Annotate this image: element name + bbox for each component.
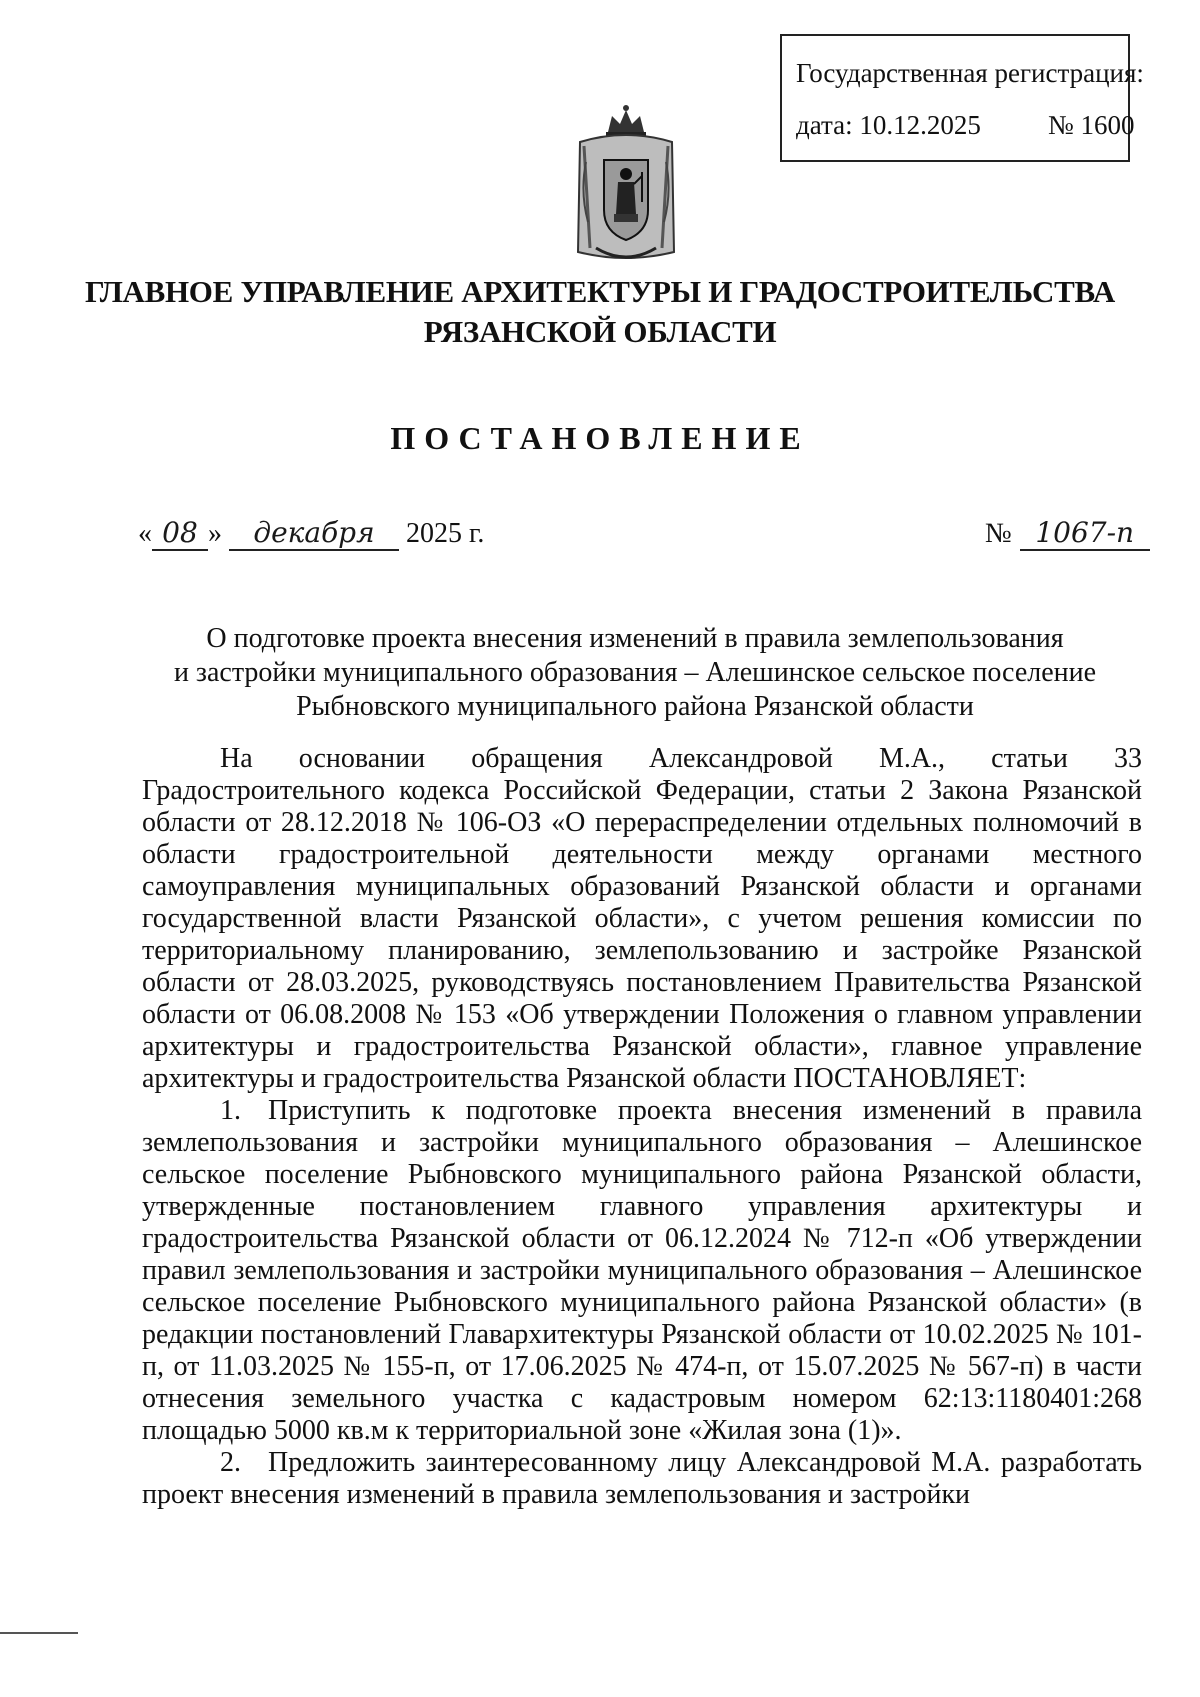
document-type-heading: ПОСТАНОВЛЕНИЕ — [390, 420, 810, 456]
date-close-quote: » — [208, 518, 222, 549]
organization-title — [80, 272, 1120, 352]
preamble-paragraph: На основании обращения Александровой М.А., статьи 33 Градостроительного кодекса Российской Федерации, статьи 2 Закона Рязанской области от 28.12.2018 № 106-ОЗ «О перераспределении отдельных полномочий в области градостроительной деятельности между органами местного самоуправления муниципальных образований Рязанской области и органами государственной власти Рязанской области», с учетом решения комиссии по территориальному планированию, землепользованию и застройке Рязанской области от 28.03.2025, руководствуясь постановлением Правительства Рязанской области от 06.08.2008 № 153 «Об утверждении Положения о главном управлении архитектуры и градостроительства Рязанской области», главное управление архитектуры и градостроительства Рязанской области ПОСТАНОВЛЯЕТ: — [142, 743, 1142, 1094]
ryazan-coat-of-arms-icon — [570, 102, 682, 270]
subject-line-1: О подготовке проекта внесения изменений в правила землепользования — [206, 623, 1064, 654]
registration-date: дата: 10.12.2025 — [796, 110, 981, 140]
registration-label: Государственная регистрация: — [796, 58, 1144, 88]
item-text: Предложить заинтересованному лицу Александровой М.А. разработать проект внесения изменений в правила землепользования и застройки — [142, 1447, 1142, 1510]
scan-edge-mark — [0, 1632, 78, 1634]
date-month: декабря — [229, 516, 399, 551]
registration-details — [796, 110, 1135, 140]
document-body — [142, 743, 1142, 1511]
item-number: 1. — [220, 1095, 241, 1126]
list-item — [142, 1095, 1142, 1447]
date-year: 2025 г. — [406, 518, 485, 549]
number-prefix: № — [985, 518, 1012, 549]
item-number: 2. — [220, 1447, 241, 1478]
date-open-quote: « — [138, 518, 152, 549]
registration-number: № 1600 — [1048, 110, 1135, 140]
subject-line-3: Рыбновского муниципального района Рязанской области — [296, 691, 974, 722]
document-date — [138, 516, 484, 551]
document-number — [985, 516, 1150, 551]
document-subject — [130, 622, 1140, 724]
date-day: 08 — [152, 516, 208, 551]
organization-line-2: РЯЗАНСКОЙ ОБЛАСТИ — [423, 314, 777, 349]
registration-stamp — [780, 34, 1144, 162]
organization-line-1: ГЛАВНОЕ УПРАВЛЕНИЕ АРХИТЕКТУРЫ И ГРАДОСТРОИТЕЛЬСТВА — [84, 274, 1115, 309]
list-item — [142, 1447, 1142, 1511]
item-text: Приступить к подготовке проекта внесения изменений в правила землепользования и застройки муниципального образования – Алешинское сельское поселение Рыбновского муниципального района Рязанской области, утвержденные постановлением главного управления архитектуры и градостроительства Рязанской области от 06.12.2024 № 712-п «Об утверждении правил землепользования и застройки муниципального образования – Алешинское сельское поселение Рыбновского муниципального района Рязанской области» (в редакции постановлений Главархитектуры Рязанской области от 10.02.2025 № 101-п, от 11.03.2025 № 155-п, от 17.06.2025 № 474-п, от 15.07.2025 № 567-п) в части отнесения земельного участка с кадастровым номером 62:13:1180401:268 площадью 5000 кв.м к территориальной зоне «Жилая зона (1)». — [142, 1095, 1142, 1446]
subject-line-2: и застройки муниципального образования – Алешинское сельское поселение — [173, 657, 1097, 688]
number-value: 1067-п — [1020, 516, 1150, 551]
